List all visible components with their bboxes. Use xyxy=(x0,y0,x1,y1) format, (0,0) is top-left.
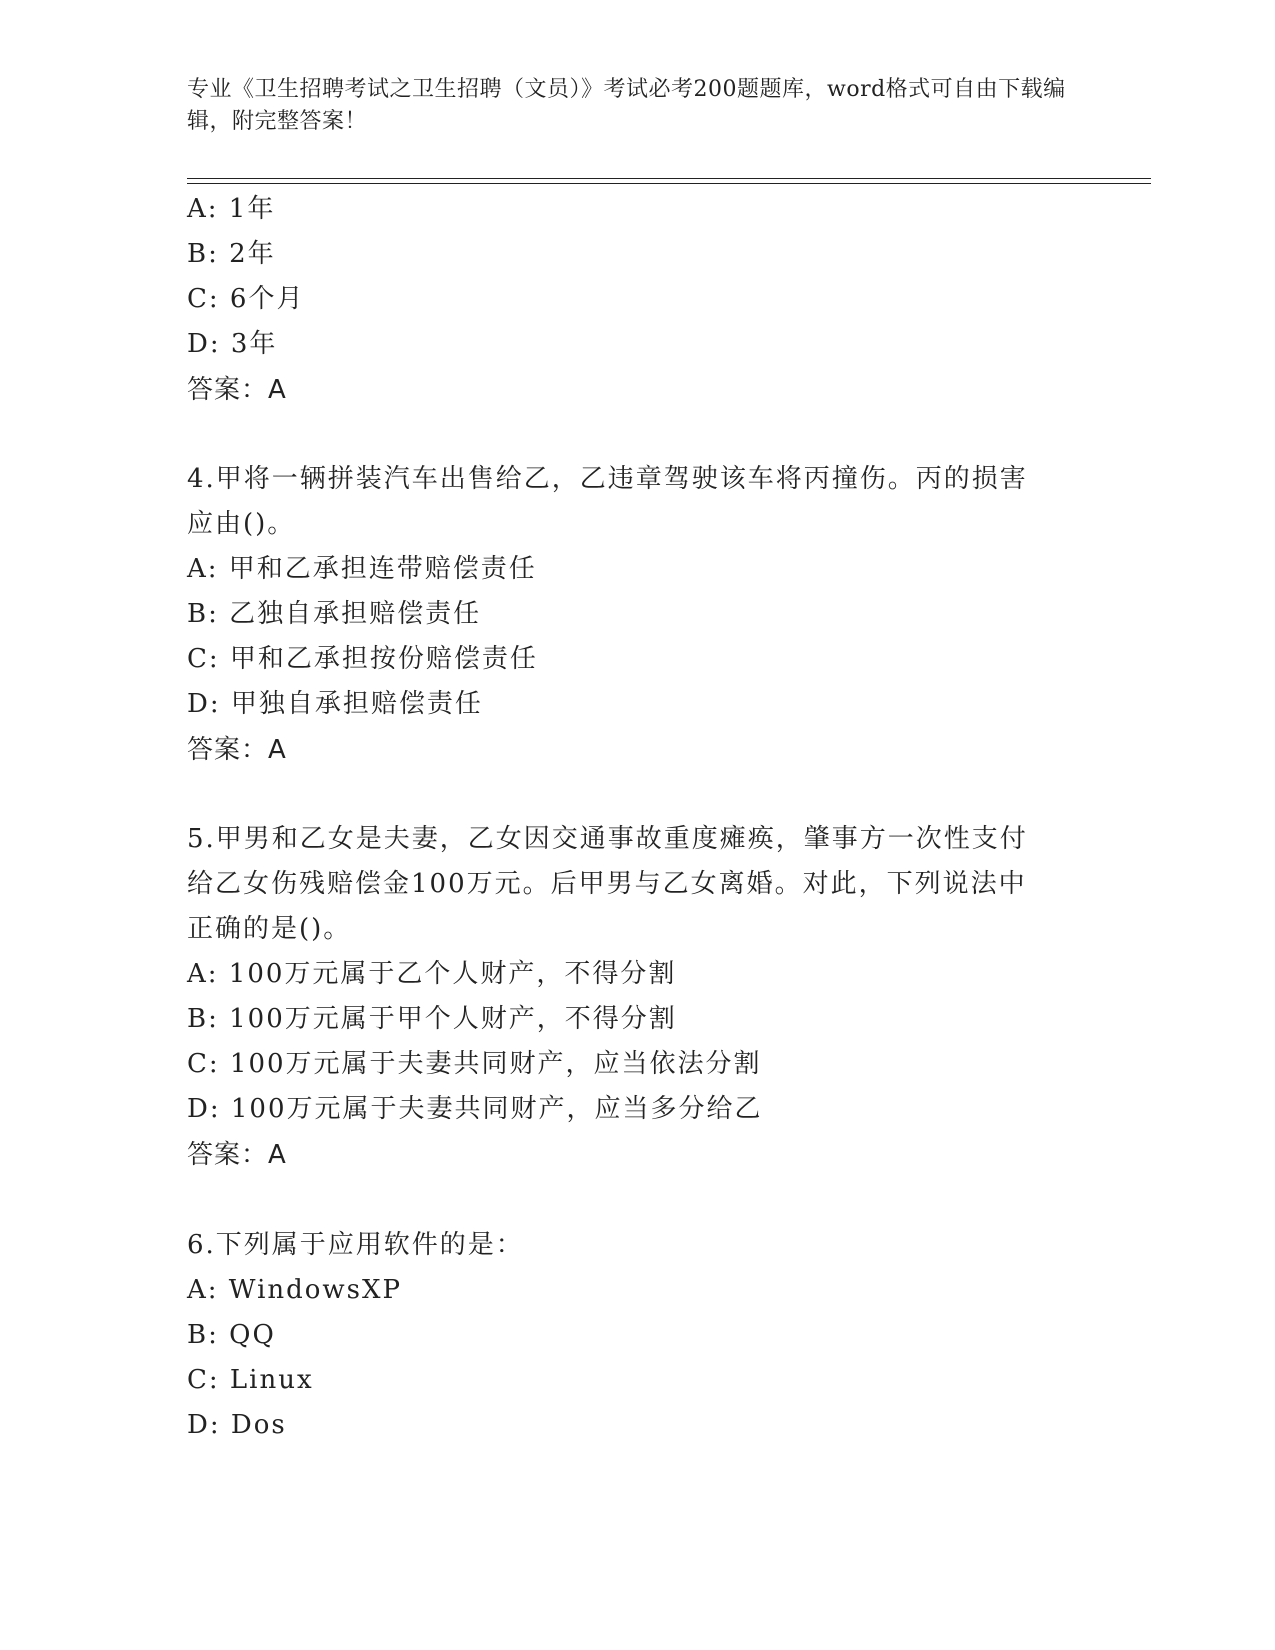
q6-option-b: B: QQ xyxy=(187,1320,276,1350)
q4-option-d: D: 甲独自承担赔偿责任 xyxy=(187,689,483,719)
q4-option-a: A: 甲和乙承担连带赔偿责任 xyxy=(187,554,537,584)
q5-option-c: C: 100万元属于夫妻共同财产，应当依法分割 xyxy=(187,1049,762,1079)
q5-option-b: B: 100万元属于甲个人财产，不得分割 xyxy=(187,1004,677,1034)
document-header: 专业《卫生招聘考试之卫生招聘（文员）》考试必考200题题库，word格式可自由下载编辑，附完整答案！ xyxy=(187,77,1066,134)
q5-option-d: D: 100万元属于夫妻共同财产，应当多分给乙 xyxy=(187,1094,763,1124)
q6-option-a: A: WindowsXP xyxy=(187,1275,403,1305)
q6-option-d: D: Dos xyxy=(187,1410,287,1440)
q4-stem-line1: 4.甲将一辆拼装汽车出售给乙，乙违章驾驶该车将丙撞伤。丙的损害 xyxy=(187,464,1028,494)
q5-answer: 答案：A xyxy=(187,1140,287,1170)
q3-answer: 答案：A xyxy=(187,375,287,405)
q6-option-c: C: Linux xyxy=(187,1365,314,1395)
q6-stem-line1: 6.下列属于应用软件的是： xyxy=(187,1230,524,1260)
q4-option-b: B: 乙独自承担赔偿责任 xyxy=(187,599,482,629)
q5-option-a: A: 100万元属于乙个人财产，不得分割 xyxy=(187,959,677,989)
q5-stem-line3: 正确的是()。 xyxy=(187,914,352,944)
header-divider-double xyxy=(187,183,1151,184)
q4-answer: 答案：A xyxy=(187,735,287,765)
q5-stem-line1: 5.甲男和乙女是夫妻，乙女因交通事故重度瘫痪，肇事方一次性支付 xyxy=(187,824,1028,854)
q3-option-c: C: 6个月 xyxy=(187,284,305,314)
header-divider xyxy=(187,178,1151,179)
q5-stem-line2: 给乙女伤残赔偿金100万元。后甲男与乙女离婚。对此，下列说法中 xyxy=(187,869,1027,899)
q3-option-a: A: 1年 xyxy=(187,194,276,224)
q3-option-b: B: 2年 xyxy=(187,239,276,269)
q3-option-d: D: 3年 xyxy=(187,329,278,359)
q4-option-c: C: 甲和乙承担按份赔偿责任 xyxy=(187,644,538,674)
q4-stem-line2: 应由()。 xyxy=(187,509,296,539)
